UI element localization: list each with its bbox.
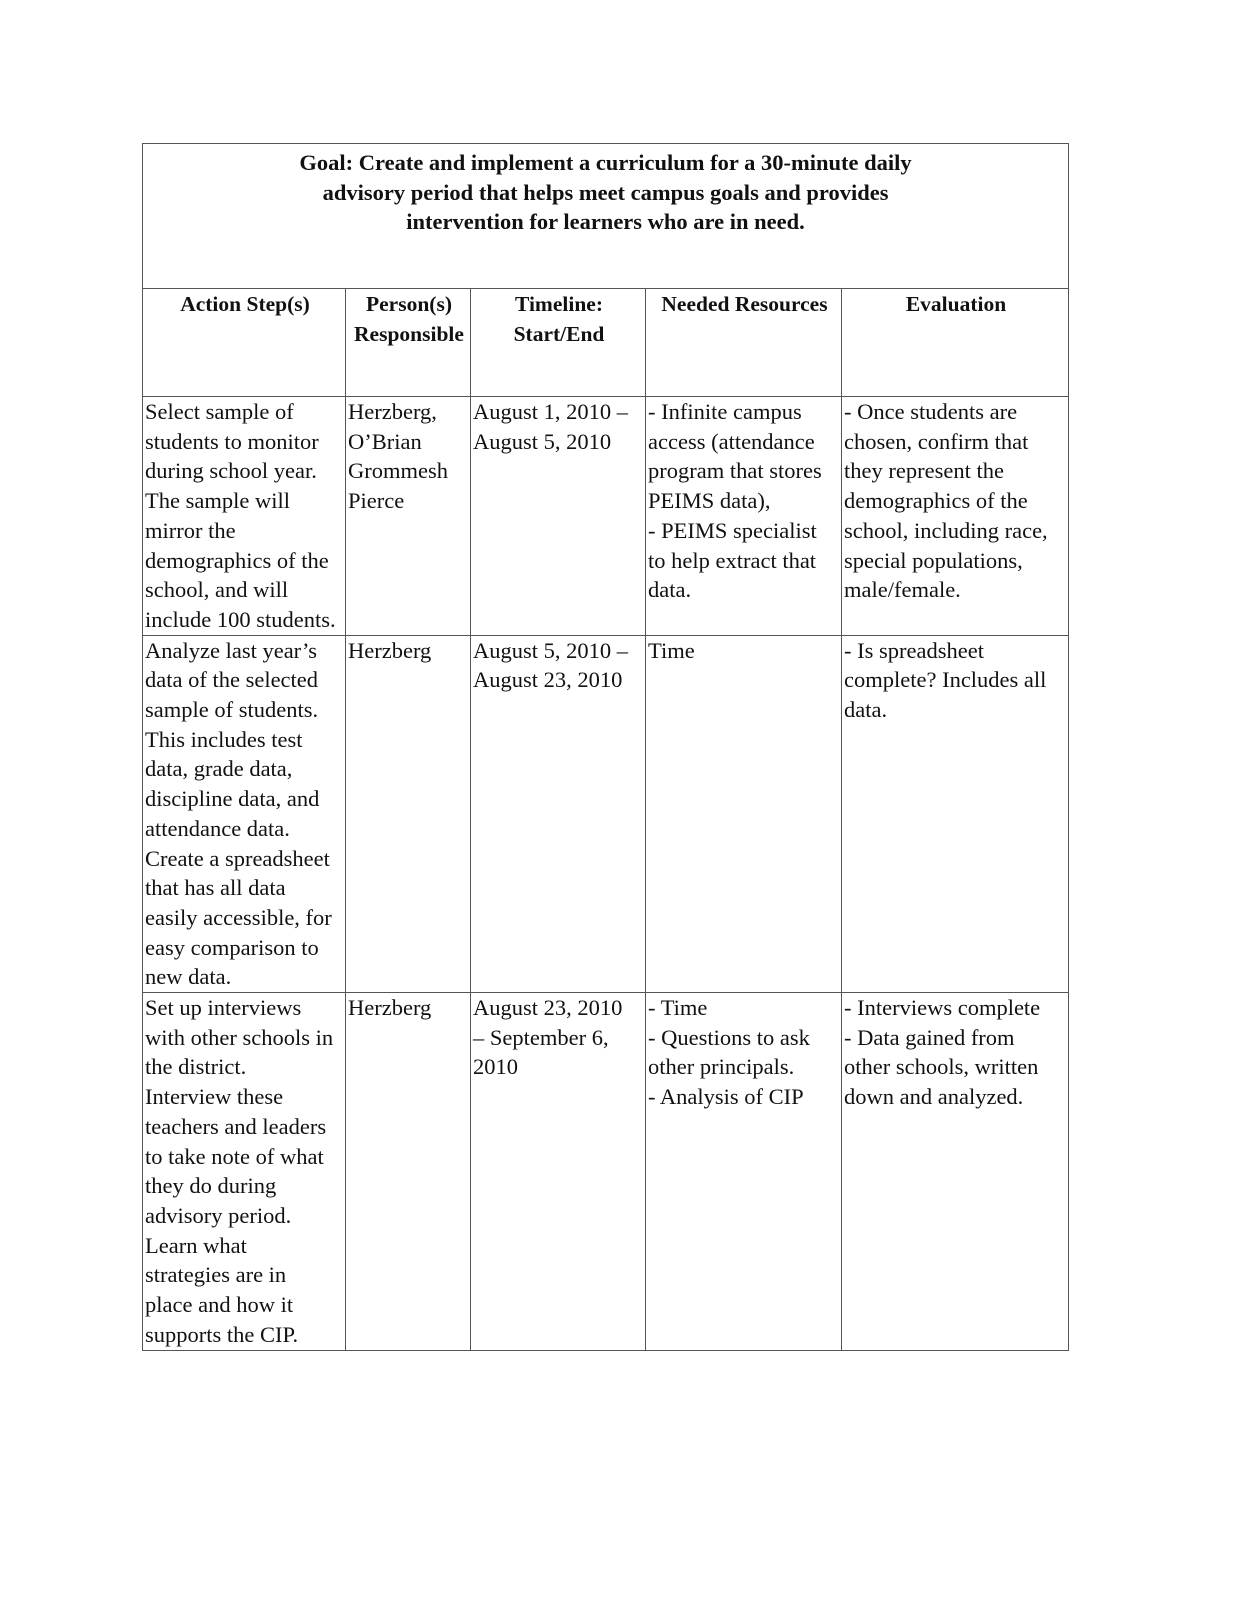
text-line: mirror the [145,517,236,543]
text-line: the district. [145,1054,247,1080]
text-line: other principals. [648,1054,795,1080]
text-line: August 23, 2010 [473,995,623,1021]
text-line: - Once students are [844,399,1018,424]
text-line: O’Brian [348,428,422,454]
text-line: access (attendance [648,428,815,454]
text-line: Goal: Create and implement a curriculum for a 30-minute daily [299,150,912,175]
text-line: Evaluation [905,292,1007,316]
text-line: demographics of the [145,547,329,573]
action-step-cell [143,635,346,992]
text-line: The sample will [145,488,290,514]
text-line: Learn what [145,1232,247,1258]
text-line: school, and will [145,577,289,603]
header-row [143,289,1069,397]
header-timeline [471,289,646,397]
text-line: place and how it [145,1292,294,1318]
text-line: - Interviews complete [844,995,1041,1021]
table-row [143,635,1069,992]
text-line: they do during [145,1173,277,1199]
text-line: easily accessible, for [145,904,332,930]
text-line: students to monitor [145,428,319,454]
text-line: program that stores [648,458,822,484]
text-line: Responsible [354,322,464,346]
text-line: August 1, 2010 – [473,399,629,424]
header-needed-resources [646,289,842,397]
resources-cell [646,993,842,1350]
text-line: Herzberg [348,637,432,663]
text-line: – September 6, [473,1024,609,1050]
header-persons-responsible [346,289,471,397]
text-line: 2010 [473,1054,518,1080]
evaluation-cell [842,635,1069,992]
header-evaluation [842,289,1069,397]
text-line: to take note of what [145,1143,324,1169]
text-line: - Time [648,995,708,1021]
header-action-steps [143,289,346,397]
evaluation-cell [842,993,1069,1350]
text-line: - Data gained from [844,1024,1015,1050]
text-line: This includes test [145,726,303,752]
resources-cell [646,397,842,636]
text-line: data. [844,697,888,723]
text-line: school, including race, [844,517,1048,543]
goal-statement [143,144,1069,289]
text-line: Select sample of [145,399,294,424]
text-line: Grommesh [348,458,448,484]
text-line: Create a spreadsheet [145,845,330,871]
text-line: - Is spreadsheet [844,637,984,663]
text-line: August 5, 2010 – [473,637,629,663]
resources-cell [646,635,842,992]
text-line: Needed Resources [661,292,828,316]
text-line: Start/End [513,322,605,346]
text-line: strategies are in [145,1262,287,1288]
action-step-cell [143,993,346,1350]
action-step-cell [143,397,346,636]
persons-cell [346,397,471,636]
text-line: PEIMS data), [648,488,771,514]
text-line: Person(s) [366,292,452,316]
text-line: data, grade data, [145,756,293,782]
table-row [143,397,1069,636]
evaluation-cell [842,397,1069,636]
text-line: discipline data, and [145,786,320,812]
text-line: Herzberg, [348,399,437,424]
text-line: - Analysis of CIP [648,1084,804,1110]
action-plan-table [142,143,1069,1351]
text-line: demographics of the [844,488,1028,514]
text-line: intervention for learners who are in need. [406,209,805,235]
table-row [143,993,1069,1350]
text-line: during school year. [145,458,317,484]
text-line: Time [648,637,695,663]
text-line: with other schools in [145,1024,334,1050]
text-line: special populations, [844,547,1023,573]
text-line: August 23, 2010 [473,667,623,693]
persons-cell [346,635,471,992]
text-line: sample of students. [145,697,319,723]
text-line: easy comparison to [145,934,319,960]
text-line: - Questions to ask [648,1024,810,1050]
text-line: teachers and leaders [145,1113,327,1139]
text-line: supports the CIP. [145,1321,299,1347]
timeline-cell [471,397,646,636]
text-line: new data. [145,964,232,990]
text-line: to help extract that [648,547,817,573]
text-line: Timeline: [515,292,603,316]
text-line: Action Step(s) [180,292,310,316]
text-line: data. [648,577,692,603]
timeline-cell [471,993,646,1350]
timeline-cell [471,635,646,992]
text-line: Analyze last year’s [145,637,318,663]
text-line: Set up interviews [145,995,302,1021]
text-line: advisory period that helps meet campus goals and provides [322,179,889,205]
text-line: data of the selected [145,667,319,693]
text-line: male/female. [844,577,961,603]
text-line: Pierce [348,488,405,514]
text-line: that has all data [145,875,286,901]
text-line: Herzberg [348,995,432,1021]
text-line: - Infinite campus [648,399,802,424]
text-line: chosen, confirm that [844,428,1029,454]
text-line: - PEIMS specialist [648,517,817,543]
text-line: other schools, written [844,1054,1039,1080]
text-line: attendance data. [145,815,290,841]
text-line: Interview these [145,1084,284,1110]
text-line: down and analyzed. [844,1084,1024,1110]
text-line: advisory period. [145,1202,292,1228]
text-line: they represent the [844,458,1004,484]
persons-cell [346,993,471,1350]
text-line: August 5, 2010 [473,428,612,454]
text-line: complete? Includes all [844,667,1047,693]
text-line: include 100 students. [145,606,336,632]
